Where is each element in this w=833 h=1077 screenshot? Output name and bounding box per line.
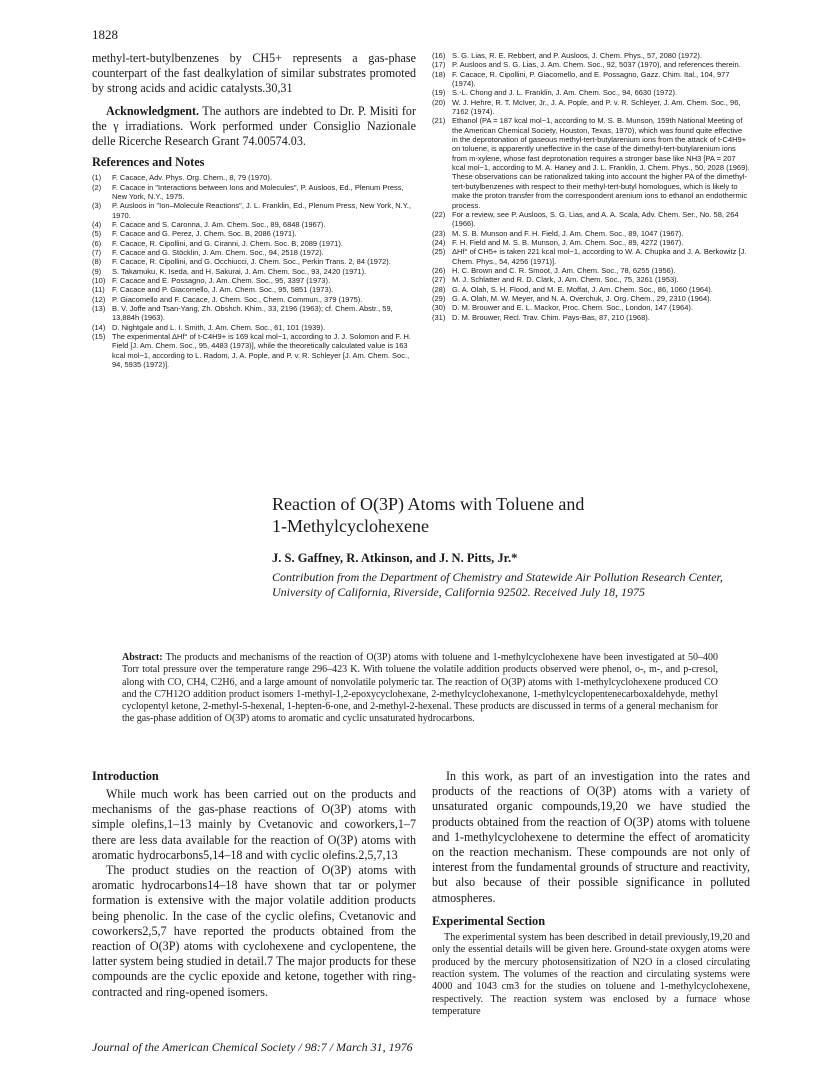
reference-item <box>92 304 416 323</box>
reference-text: F. H. Field and M. S. B. Munson, J. Am. Chem. Soc., 89, 4272 (1967). <box>452 237 684 247</box>
introduction-column <box>92 769 416 1000</box>
reference-text: F. Cacace, R. Cipollini, and G. Ciranni, J. Chem. Soc. B, 2089 (1971). <box>112 238 343 248</box>
reference-number: (18) <box>432 69 446 79</box>
experimental-heading: Experimental Section <box>432 913 546 928</box>
reference-number: (20) <box>432 97 446 107</box>
reference-item <box>92 332 416 369</box>
intro-paragraph-3: In this work, as part of an investigation into the rates and products of the reactions of O(3P) atoms with a variety of unsaturated organic compounds,19,20 we have studied the products obtained from the reaction of O(3P) atoms with toluene and 1-methylcyclohexene to determine the effect of aromaticity on the reaction mechanism. These compounds are not only of interest from the fundamental grounds of structure and reactivity, but also because of their possible significance in polluted atmospheres. <box>432 769 750 905</box>
reference-number: (6) <box>92 238 102 248</box>
reference-number: (19) <box>432 88 446 98</box>
reference-item <box>92 201 416 220</box>
reference-text: The experimental ΔHf° of t-C4H9+ is 169 kcal mol−1, according to J. J. Solomon and F. H. Field [J. Am. Chem. Soc., 95, 4483 (1973)], while the theoretically calculated value is 163 kcal mol−1, according to L. Radom, J. A. Pople, and P. v. R. Schleyer [J. Am. Chem. Soc., 94, 5935 (1972)]. <box>112 332 411 370</box>
reference-text: F. Cacace and G. Stöcklin, J. Am. Chem. Soc., 94, 2518 (1972). <box>112 247 324 257</box>
references-heading: References and Notes <box>92 155 205 170</box>
reference-item <box>432 229 750 238</box>
reference-text: W. J. Hehre, R. T. McIver, Jr., J. A. Pople, and P. v. R. Schleyer, J. Am. Chem. Soc., 96, 7162 (1974). <box>452 97 741 117</box>
reference-item <box>432 238 750 247</box>
reference-number: (13) <box>92 304 106 314</box>
page-number: 1828 <box>92 27 118 42</box>
reference-text: S. Takamuku, K. Iseda, and H. Sakurai, J. Am. Chem. Soc., 93, 2420 (1971). <box>112 266 367 276</box>
reference-number: (5) <box>92 229 102 239</box>
reference-item <box>432 303 750 312</box>
reference-item <box>432 247 750 266</box>
reference-number: (10) <box>92 276 106 285</box>
references-list-right <box>432 51 750 322</box>
reference-item <box>432 210 750 229</box>
reference-number: (7) <box>92 247 102 257</box>
continuation-paragraph: methyl-tert-butylbenzenes by CH5+ represents a gas-phase counterpart of the fast dealkylation of similar substrates promoted by strong acids and acidic catalysts.30,31 <box>92 51 416 96</box>
reference-text: Ethanol (PA = 187 kcal mol−1, according to M. S. B. Munson, 159th National Meeting of the American Chemical Society, Houston, Texas, 1970), which was found quite effective in the deprotonation of gaseous methyl-tert-butylarenium ions from the attack of t-C4H9+ on toluene, is apparently uneffective in the case of the dimethyl-tert-butylarenium ions from m-xylene, whose fast deprotonation requires a stronger base like NH3 [PA = 207 kcal mol−1, according to M. A. Haney and J. L. Franklin, J. Chem. Phys., 50, 2028 (1969). These observations can be rationalized taking into account the higher PA of the dimethyl-tert-butylbenzenes with respect to their methyl-tert-butyl homologues, which is likely to make the proton transfer from the correspondent arenium ions to ethanol an endothermic process. <box>452 116 750 210</box>
reference-number: (9) <box>92 266 102 276</box>
reference-text: M. S. B. Munson and F. H. Field, J. Am. Chem. Soc., 89, 1047 (1967). <box>452 228 684 238</box>
abstract-text: The products and mechanisms of the reaction of O(3P) atoms with toluene and 1-methylcyclohexene have been investigated at 50–400 Torr total pressure over the temperature range 296–423 K. With toluene the volatile addition products observed were phenol, o-, m-, and p-cresol, along with CO, CH4, C2H6, and a large amount of nonvolatile polymeric tar. The reaction of O(3P) atoms with 1-methylcyclohexene produced CO and the C7H12O addition product isomers 1-methyl-1,2-epoxycyclohexane, 2-methylcyclohexanone, 1-methylcyclopentenecarboxaldehyde, methyl cyclopentyl ketone, 2-methyl-5-hexenal, 1-hepten-6-one, and 2-methyl-2-hexenal. These products are discussed in terms of a general mechanism for the gas-phase addition of O(3P) atoms to aromatic and cyclic unsaturated hydrocarbons. <box>122 652 718 725</box>
reference-text: D. Nightgale and L. I. Smith, J. Am. Chem. Soc., 61, 101 (1939). <box>112 322 326 332</box>
reference-item <box>432 98 750 117</box>
abstract-label: Abstract: <box>122 652 163 663</box>
reference-item <box>432 275 750 284</box>
reference-text: S.-L. Chong and J. L. Franklin, J. Am. Chem. Soc., 94, 6630 (1972). <box>452 88 678 98</box>
reference-number: (12) <box>92 294 106 304</box>
reference-text: P. Ausloos in "Ion–Molecule Reactions", J. L. Franklin, Ed., Plenum Press, New York, N.Y., 1970. <box>112 201 411 220</box>
reference-number: (16) <box>432 51 446 60</box>
reference-item <box>92 248 416 257</box>
reference-item <box>92 295 416 304</box>
reference-text: For a review, see P. Ausloos, S. G. Lias, and A. A. Scala, Adv. Chem. Ser., No. 58, 264 (1966). <box>452 209 739 229</box>
reference-number: (23) <box>432 228 446 238</box>
reference-text: P. Giacomello and F. Cacace, J. Chem. Soc., Chem. Commun., 379 (1975). <box>112 294 363 304</box>
acknowledgment-text: The authors are indebted to Dr. P. Misiti for the γ irradiations. Work performed under Consiglio Nazionale delle Ricerche Research Grant 74.00574.03. <box>92 103 416 149</box>
reference-number: (24) <box>432 237 446 247</box>
reference-number: (27) <box>432 275 446 285</box>
article-header <box>272 493 742 600</box>
reference-item <box>92 276 416 285</box>
experimental-paragraph-1: The experimental system has been described in detail previously,19,20 and only the essential details will be given here. Ground-state oxygen atoms were produced by the mercury photosensitization of N2O in a closed circulating reaction system. The volumes of the reaction and circulating systems were 4000 and 1043 cm3 for the studies on toluene and 1-methylcyclohexene, respectively. The reaction system was enclosed by a furnace whose temperature <box>432 931 750 1018</box>
reference-number: (26) <box>432 265 446 275</box>
reference-number: (15) <box>92 332 106 342</box>
reference-number: (28) <box>432 284 446 294</box>
reference-text: F. Cacace, R. Cipollini, P. Giacomello, and E. Possagno, Gazz. Chim. Ital., 104, 977 (1974). <box>452 69 730 89</box>
left-column <box>92 51 416 369</box>
reference-number: (31) <box>432 312 446 322</box>
intro-paragraph-1: While much work has been carried out on the products and mechanisms of the gas-phase reactions of O(3P) atoms with simple olefins,1–13 mainly by Cvetanovic and coworkers,1–7 there are less data available for the reaction of O(3P) atoms with aromatic hydrocarbons5,14–18 and with cyclic olefins.2,5,7,13 <box>92 787 416 862</box>
reference-number: (3) <box>92 201 102 211</box>
reference-item <box>432 60 750 69</box>
acknowledgment-paragraph <box>92 104 416 150</box>
reference-item <box>432 266 750 275</box>
reference-item <box>92 285 416 294</box>
reference-number: (30) <box>432 303 446 313</box>
reference-text: P. Ausloos and S. G. Lias, J. Am. Chem. Soc., 92, 5037 (1970), and references therein. <box>452 60 741 70</box>
reference-text: M. J. Schlatter and R. D. Clark, J. Am. Chem. Soc., 75, 3261 (1953). <box>452 275 679 285</box>
reference-number: (4) <box>92 219 102 229</box>
reference-number: (25) <box>432 247 446 257</box>
reference-item <box>92 173 416 182</box>
reference-item <box>432 294 750 303</box>
reference-item <box>92 220 416 229</box>
reference-text: F. Cacace, Adv. Phys. Org. Chem., 8, 79 (1970). <box>112 173 272 183</box>
reference-number: (17) <box>432 60 446 70</box>
reference-item <box>432 88 750 97</box>
title-line-2: 1-Methylcyclohexene <box>272 516 429 536</box>
reference-number: (8) <box>92 257 102 267</box>
reference-text: F. Cacace and S. Caronna, J. Am. Chem. Soc., 89, 6848 (1967). <box>112 219 326 229</box>
reference-number: (21) <box>432 116 446 126</box>
reference-text: F. Cacace and E. Possagno, J. Am. Chem. Soc., 95, 3397 (1973). <box>112 276 331 285</box>
reference-text: D. M. Brouwer, Recl. Trav. Chim. Pays-Bas, 87, 210 (1968). <box>452 312 650 322</box>
reference-text: D. M. Brouwer and E. L. Mackor, Proc. Chem. Soc., London, 147 (1964). <box>452 303 693 313</box>
reference-number: (2) <box>92 182 102 192</box>
intro-paragraph-2: The product studies on the reaction of O(3P) atoms with aromatic hydrocarbons14–18 have shown that tar or polymer formation is extensive with the major volatile addition products being phenolic. In the case of the cyclic olefins, Cvetanovic and coworkers2,5,7 have reported the products obtained from the reaction of O(3P) atoms with cyclohexene and cyclopentene, the latter system being studied in detail.7 The major products for these compounds are the cyclic epoxide and ketone, together with ring-contracted and ring-opened isomers. <box>92 863 416 999</box>
article-title <box>272 493 742 537</box>
introduction-heading: Introduction <box>92 769 159 783</box>
right-column <box>432 51 750 322</box>
reference-item <box>92 239 416 248</box>
reference-number: (14) <box>92 322 106 332</box>
reference-item <box>432 51 750 60</box>
reference-item <box>432 285 750 294</box>
reference-item <box>92 183 416 202</box>
acknowledgment-heading: Acknowledgment. <box>106 103 200 118</box>
reference-item <box>432 313 750 322</box>
reference-text: ΔHf° of CH5+ is taken 221 kcal mol−1, according to W. A. Chupka and J. A. Berkowitz [J. Chem. Phys., 54, 4256 (1971)]. <box>452 247 747 266</box>
reference-text: F. Cacace and P. Giacomello, J. Am. Chem. Soc., 95, 5851 (1973). <box>112 285 334 295</box>
journal-footer: Journal of the American Chemical Society / 98:7 / March 31, 1976 <box>92 1040 413 1054</box>
reference-item <box>92 229 416 238</box>
reference-text: S. G. Lias, R. E. Rebbert, and P. Ausloos, J. Chem. Phys., 57, 2080 (1972). <box>452 51 702 60</box>
authors: J. S. Gaffney, R. Atkinson, and J. N. Pitts, Jr.* <box>272 551 518 565</box>
reference-number: (29) <box>432 293 446 303</box>
reference-item <box>92 267 416 276</box>
abstract <box>122 652 718 726</box>
reference-text: F. Cacace and G. Perez, J. Chem. Soc. B, 2086 (1971). <box>112 229 297 239</box>
reference-text: B. V. Joffe and Tsan-Yang, Zh. Obshch. Khim., 33, 2196 (1963); cf. Chem. Abstr., 59, 13,884h (1963). <box>112 304 393 323</box>
title-line-1: Reaction of O(3P) Atoms with Toluene and <box>272 494 585 514</box>
reference-text: G. A. Olah, M. W. Meyer, and N. A. Overchuk, J. Org. Chem., 29, 2310 (1964). <box>452 293 712 303</box>
references-list-left <box>92 173 416 369</box>
reference-item <box>432 116 750 209</box>
introduction-column-right <box>432 769 750 1019</box>
reference-number: (22) <box>432 209 446 219</box>
affiliation: Contribution from the Department of Chemistry and Statewide Air Pollution Research Center, University of California, Riverside, California 92502. Received July 18, 1975 <box>272 570 723 599</box>
reference-number: (11) <box>92 285 105 295</box>
reference-item <box>92 257 416 266</box>
reference-number: (1) <box>92 173 102 183</box>
reference-text: G. A. Olah, S. H. Flood, and M. E. Moffat, J. Am. Chem. Soc., 86, 1060 (1964). <box>452 284 713 294</box>
reference-text: F. Cacace, R. Cipollini, and G. Occhiucci, J. Chem. Soc., Perkin Trans. 2, 84 (1972). <box>112 257 391 267</box>
reference-text: H. C. Brown and C. R. Smoot, J. Am. Chem. Soc., 78, 6255 (1956). <box>452 265 676 275</box>
reference-item <box>92 323 416 332</box>
reference-text: F. Cacace in "Interactions between Ions and Molecules", P. Ausloos, Ed., Plenum Press, New York, N.Y., 1975. <box>112 182 404 201</box>
reference-item <box>432 70 750 89</box>
